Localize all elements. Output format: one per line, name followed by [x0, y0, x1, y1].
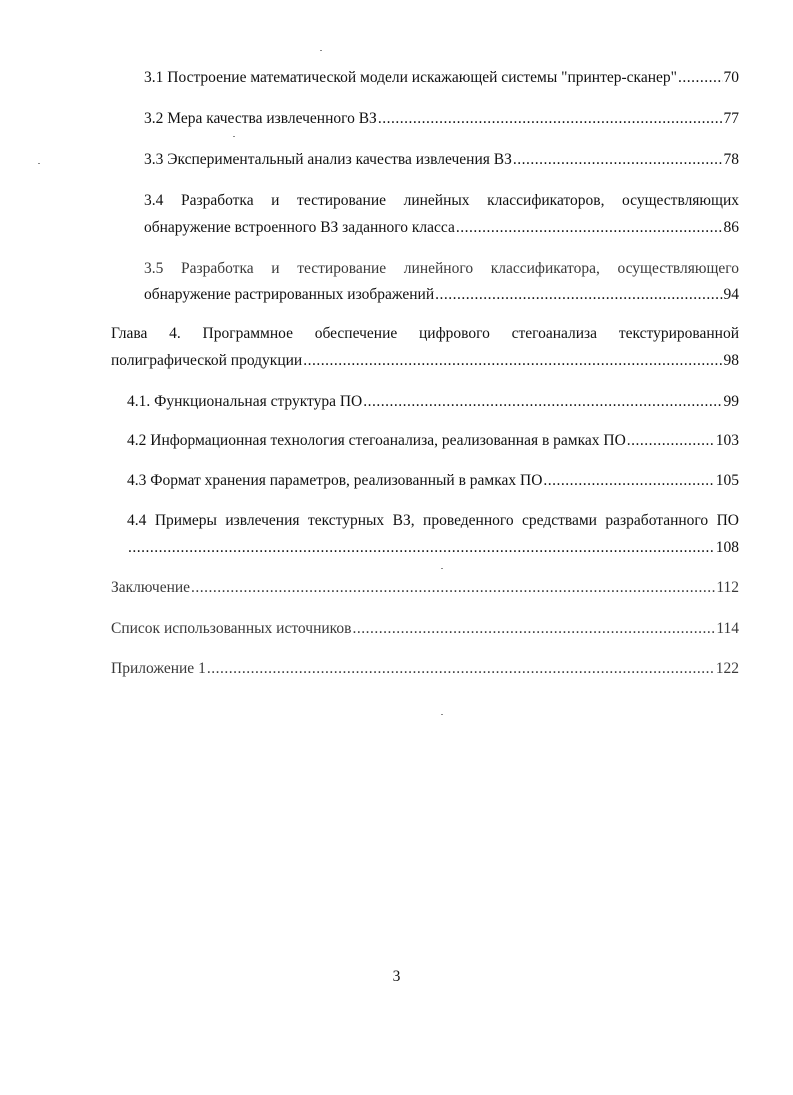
toc-leader-dots — [513, 152, 723, 168]
toc-appendix — [111, 661, 739, 677]
toc-leader-dots — [456, 220, 723, 236]
toc-entry-title: 4.3 Формат хранения параметров, реализованный в рамках ПО — [127, 472, 543, 489]
toc-entry-3-4 — [144, 220, 739, 236]
toc-leader-dots — [543, 473, 714, 489]
toc-entry-page: 98 — [723, 352, 739, 369]
scan-speck — [38, 163, 40, 164]
toc-leader-dots — [435, 287, 722, 303]
toc-leader-dots — [352, 621, 715, 637]
toc-leader-dots — [378, 111, 723, 127]
toc-references — [111, 621, 739, 637]
toc-entry-4-1 — [127, 394, 739, 410]
toc-entry-title: 3.2 Мера качества извлеченного ВЗ — [144, 110, 377, 127]
page-number: 3 — [392, 968, 401, 985]
toc-entry-page: 77 — [723, 110, 739, 127]
toc-leader-dots — [363, 394, 722, 410]
toc-chapter-4 — [111, 353, 739, 369]
toc-entry-page: 86 — [723, 219, 739, 236]
toc-entry-page: 112 — [716, 579, 739, 596]
toc-leader-dots — [303, 353, 722, 369]
toc-entry-page: 99 — [723, 393, 739, 410]
toc-entry-page: 114 — [716, 620, 739, 637]
toc-entry-title: Приложение 1 — [111, 660, 206, 677]
toc-entry-title: 3.3 Экспериментальный анализ качества извлечения ВЗ — [144, 151, 512, 168]
toc-entry-3-5 — [144, 287, 739, 303]
toc-entry-page: 105 — [715, 472, 739, 489]
scan-speck — [233, 136, 235, 137]
toc-entry-3-5-line1: 3.5 Разработка и тестирование линейного классификатора, осуществляющего — [144, 261, 739, 277]
toc-conclusion — [111, 580, 739, 596]
toc-leader-dots — [207, 661, 715, 677]
toc-entry-title: обнаружение встроенного ВЗ заданного класса — [144, 219, 455, 236]
scan-speck — [441, 568, 443, 569]
toc-entry-4-4 — [127, 540, 739, 556]
toc-entry-4-4-line1: 4.4 Примеры извлечения текстурных ВЗ, проведенного средствами разработанного ПО — [127, 513, 739, 529]
toc-leader-dots — [128, 540, 715, 556]
toc-entry-title: Заключение — [111, 579, 191, 596]
toc-entry-page: 122 — [715, 660, 739, 677]
toc-entry-3-2 — [144, 111, 739, 127]
toc-entry-4-3 — [127, 473, 739, 489]
toc-entry-title: обнаружение растрированных изображений — [144, 286, 435, 303]
toc-leader-dots — [191, 580, 715, 596]
scan-speck — [320, 50, 322, 51]
toc-entry-4-2 — [127, 433, 739, 449]
scan-speck — [441, 714, 443, 715]
toc-entry-title: Список использованных источников — [111, 620, 352, 637]
toc-leader-dots — [678, 70, 723, 86]
toc-entry-page: 108 — [715, 539, 739, 556]
toc-entry-page: 103 — [715, 432, 739, 449]
toc-entry-3-4-line1: 3.4 Разработка и тестирование линейных классификаторов, осуществляющих — [144, 193, 739, 209]
toc-leader-dots — [627, 433, 715, 449]
toc-entry-page: 78 — [723, 151, 739, 168]
toc-entry-page: 94 — [723, 286, 739, 303]
toc-entry-3-3 — [144, 152, 739, 168]
toc-entry-3-1 — [144, 70, 739, 86]
toc-entry-title: полиграфической продукции — [111, 352, 303, 369]
toc-entry-page: 70 — [723, 69, 739, 86]
toc-chapter-4-line1: Глава 4. Программное обеспечение цифрового стегоанализа текстурированной — [111, 326, 739, 342]
toc-entry-title: 4.2 Информационная технология стегоанализа, реализованная в рамках ПО — [127, 432, 626, 449]
toc-entry-title: 3.1 Построение математической модели искажающей системы "принтер-сканер" — [144, 69, 677, 86]
toc-entry-title: 4.1. Функциональная структура ПО — [127, 393, 363, 410]
